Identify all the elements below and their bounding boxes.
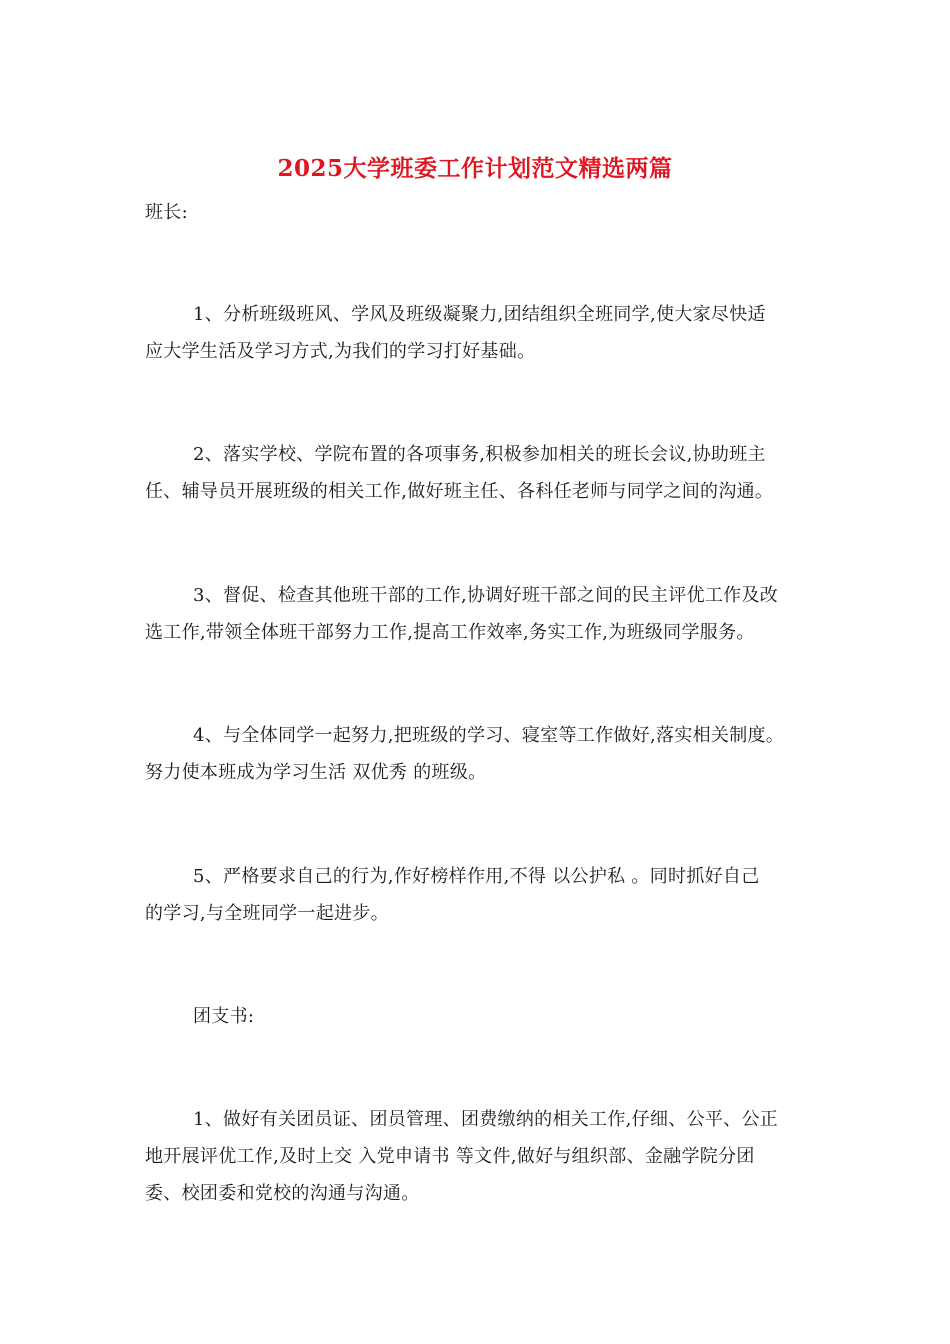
paragraph-line: 的学习,与全班同学一起进步。 [145,903,389,924]
section-heading-monitor: 班长: [145,202,188,223]
paragraph-line: 应大学生活及学习方式,为我们的学习打好基础。 [145,341,536,362]
paragraph-line: 选工作,带领全体班干部努力工作,提高工作效率,务实工作,为班级同学服务。 [145,622,755,643]
paragraph-line: 努力使本班成为学习生活 双优秀 的班级。 [145,762,487,783]
paragraph-line: 委、校团委和党校的沟通与沟通。 [145,1183,420,1204]
paragraph-line: 1、分析班级班风、学风及班级凝聚力,团结组织全班同学,使大家尽快适 [193,304,766,325]
paragraph-line: 5、严格要求自己的行为,作好榜样作用,不得 以公护私 。同时抓好自己 [193,866,760,887]
paragraph-line: 4、与全体同学一起努力,把班级的学习、寝室等工作做好,落实相关制度。 [193,725,785,746]
paragraph-line: 任、辅导员开展班级的相关工作,做好班主任、各科任老师与同学之间的沟通。 [145,481,774,502]
paragraph-line: 地开展评优工作,及时上交 入党申请书 等文件,做好与组织部、金融学院分团 [145,1146,755,1167]
paragraph-line: 3、督促、检查其他班干部的工作,协调好班干部之间的民主评优工作及改 [193,585,779,606]
section-heading-league: 团支书: [193,1006,255,1027]
document-title: 2025大学班委工作计划范文精选两篇 [277,155,673,182]
paragraph-line: 1、做好有关团员证、团员管理、团费缴纳的相关工作,仔细、公平、公正 [193,1109,779,1130]
paragraph-line: 2、落实学校、学院布置的各项事务,积极参加相关的班长会议,协助班主 [193,444,766,465]
